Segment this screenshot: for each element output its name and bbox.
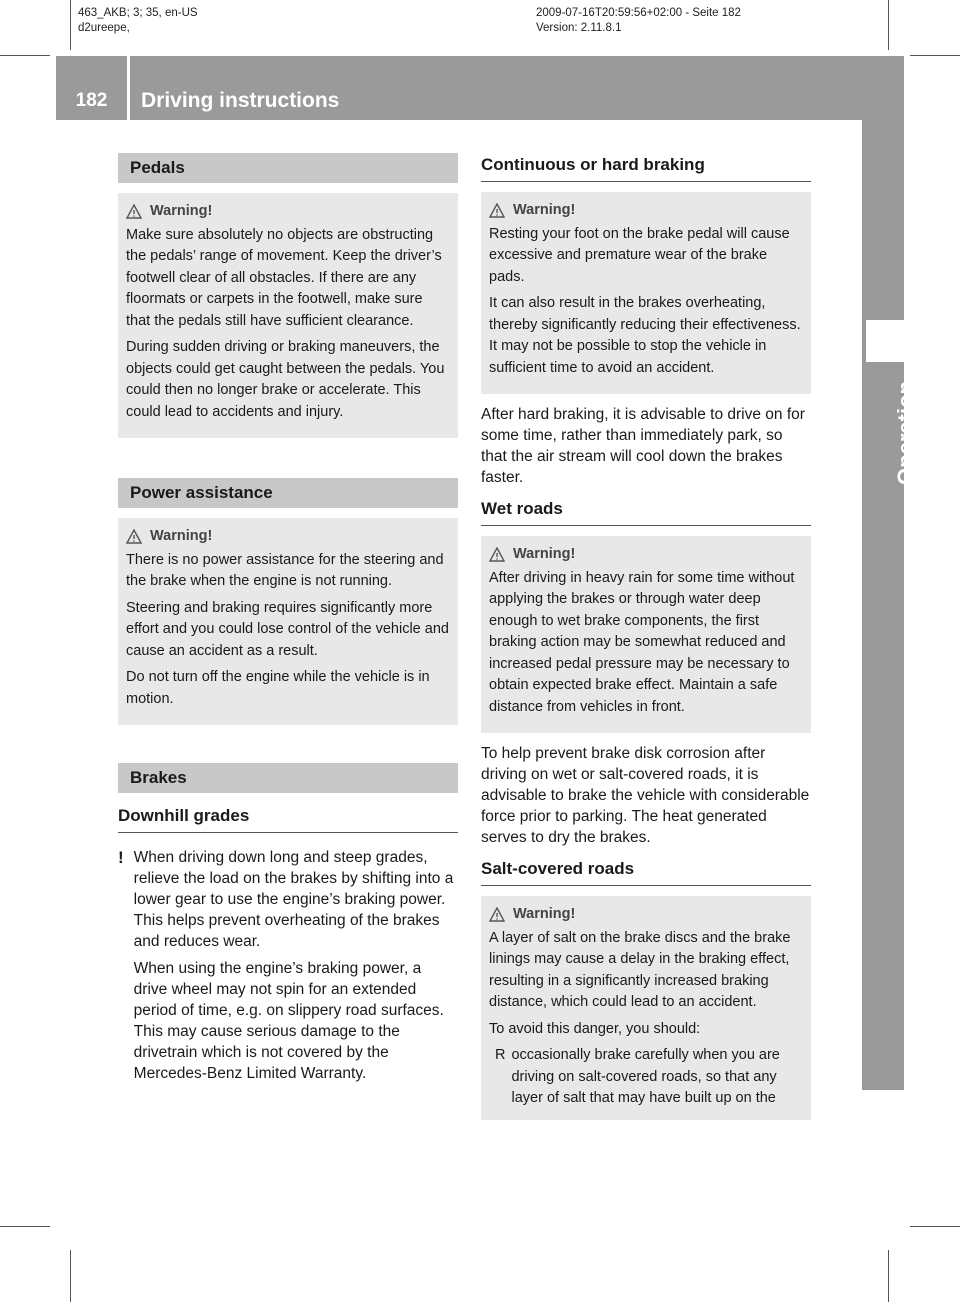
- left-column: [118, 153, 458, 1090]
- note-block: [118, 847, 458, 1090]
- body-text: To help prevent brake disk corrosion after driving on wet or salt-covered roads, it is advisable to brake the vehicle with considerable force prior to parking. The heat generated serves to dry the brakes.: [481, 745, 810, 846]
- print-meta-right: [536, 6, 741, 36]
- note-text: When driving down long and steep grades, relieve the load on the brakes by shifting into a lower gear to use the engine’s braking power. This helps prevent overheating of the brakes and reduces wear.: [133, 849, 454, 950]
- warning-header: [126, 526, 450, 548]
- warning-text: There is no power assistance for the steering and the brake when the engine is not running.: [126, 551, 444, 589]
- page-number: 182: [75, 90, 108, 111]
- crop-mark: [888, 1250, 889, 1302]
- page-title: Driving instructions: [141, 89, 340, 112]
- header-separator: [127, 56, 130, 120]
- warning-triangle-icon: [489, 907, 505, 923]
- warning-header: [126, 201, 450, 223]
- chapter-label: Operation: [893, 381, 918, 485]
- warning-text: A layer of salt on the brake discs and the brake linings may cause a delay in the braking effect, resulting in a significantly increased braking distance, which could lead to an accident.: [489, 929, 791, 1010]
- crop-mark: [888, 0, 889, 50]
- meta-right-bottom: Version: 2.11.8.1: [536, 22, 622, 34]
- warning-text: It can also result in the brakes overheating, thereby significantly reducing their effectiveness. It may not be possible to stop the vehicle in sufficient time to avoid an accident.: [489, 295, 801, 376]
- crop-mark: [0, 55, 50, 56]
- warning-text: To avoid this danger, you should:: [489, 1020, 701, 1037]
- crop-mark: [910, 55, 960, 56]
- warning-title: Warning!: [150, 528, 213, 544]
- bullet-text: occasionally brake carefully when you are driving on salt-covered roads, so that any layer of salt that may have built up on the: [511, 1047, 780, 1106]
- warning-header: [489, 200, 803, 222]
- warning-text: After driving in heavy rain for some time without applying the brakes or through water deep enough to wet brake components, the first braking action may be somewhat reduced and increased pedal pressure may be necessary to obtain expected brake effect. Maintain a safe distance from vehicles in front.: [489, 569, 795, 715]
- warning-text: During sudden driving or braking maneuvers, the objects could get caught between the pedals. You could then no longer brake or accelerate. This could lead to accidents and injury.: [126, 339, 445, 420]
- meta-left-top: 463_AKB; 3; 35, en-US: [78, 7, 198, 19]
- exclamation-icon: !: [118, 848, 124, 867]
- subheading-continuous-braking: Continuous or hard braking: [481, 154, 811, 182]
- chapter-side-tab: [862, 120, 904, 1090]
- subheading-wet-roads: Wet roads: [481, 498, 811, 526]
- warning-title: Warning!: [513, 906, 576, 922]
- crop-mark: [70, 0, 71, 50]
- warning-text: Resting your foot on the brake pedal will cause excessive and premature wear of the brake pads.: [489, 225, 790, 285]
- warning-box-salt: [481, 896, 811, 1120]
- print-meta-left: [78, 6, 198, 36]
- body-text: After hard braking, it is advisable to drive on for some time, rather than immediately park, so that the air stream will cool down the brakes faster.: [481, 406, 805, 486]
- warning-box-pedals: [118, 193, 458, 438]
- warning-header: [489, 904, 803, 926]
- meta-right-top: 2009-07-16T20:59:56+02:00 - Seite 182: [536, 7, 741, 19]
- meta-left-bottom: d2ureepe,: [78, 22, 130, 34]
- warning-triangle-icon: [126, 529, 142, 545]
- warning-header: [489, 544, 803, 566]
- warning-text: Make sure absolutely no objects are obstructing the pedals’ range of movement. Keep the driver’s footwell clear of all obstacles. If there are any floormats or carpets in the footwell, make sure that the pedals still have sufficient clearance.: [126, 226, 442, 329]
- warning-title: Warning!: [513, 546, 576, 562]
- subheading-downhill-grades: Downhill grades: [118, 805, 458, 833]
- bullet-symbol: R: [495, 1047, 506, 1063]
- warning-triangle-icon: [126, 204, 142, 220]
- bullet-item: [489, 1045, 803, 1110]
- warning-title: Warning!: [513, 202, 576, 218]
- warning-box-continuous: [481, 192, 811, 394]
- subheading-salt-covered-roads: Salt-covered roads: [481, 858, 811, 886]
- right-column: [481, 154, 811, 1120]
- warning-box-power: [118, 518, 458, 725]
- crop-mark: [910, 1226, 960, 1227]
- warning-triangle-icon: [489, 547, 505, 563]
- crop-mark: [0, 1226, 50, 1227]
- warning-title: Warning!: [150, 203, 213, 219]
- section-heading-power-assistance: Power assistance: [118, 478, 458, 508]
- warning-text: Steering and braking requires significantly more effort and you could lose control of the vehicle and cause an accident as a result.: [126, 599, 449, 659]
- section-heading-pedals: Pedals: [118, 153, 458, 183]
- warning-triangle-icon: [489, 203, 505, 219]
- warning-box-wet: [481, 536, 811, 733]
- crop-mark: [70, 1250, 71, 1302]
- section-heading-brakes: Brakes: [118, 763, 458, 793]
- note-text: When using the engine’s braking power, a drive wheel may not spin for an extended period of time, e.g. on slippery road surfaces. This may cause serious damage to the drivetrain which is not covered by the Mercedes-Benz Limited Warranty.: [133, 960, 444, 1082]
- warning-text: Do not turn off the engine while the vehicle is in motion.: [126, 669, 430, 707]
